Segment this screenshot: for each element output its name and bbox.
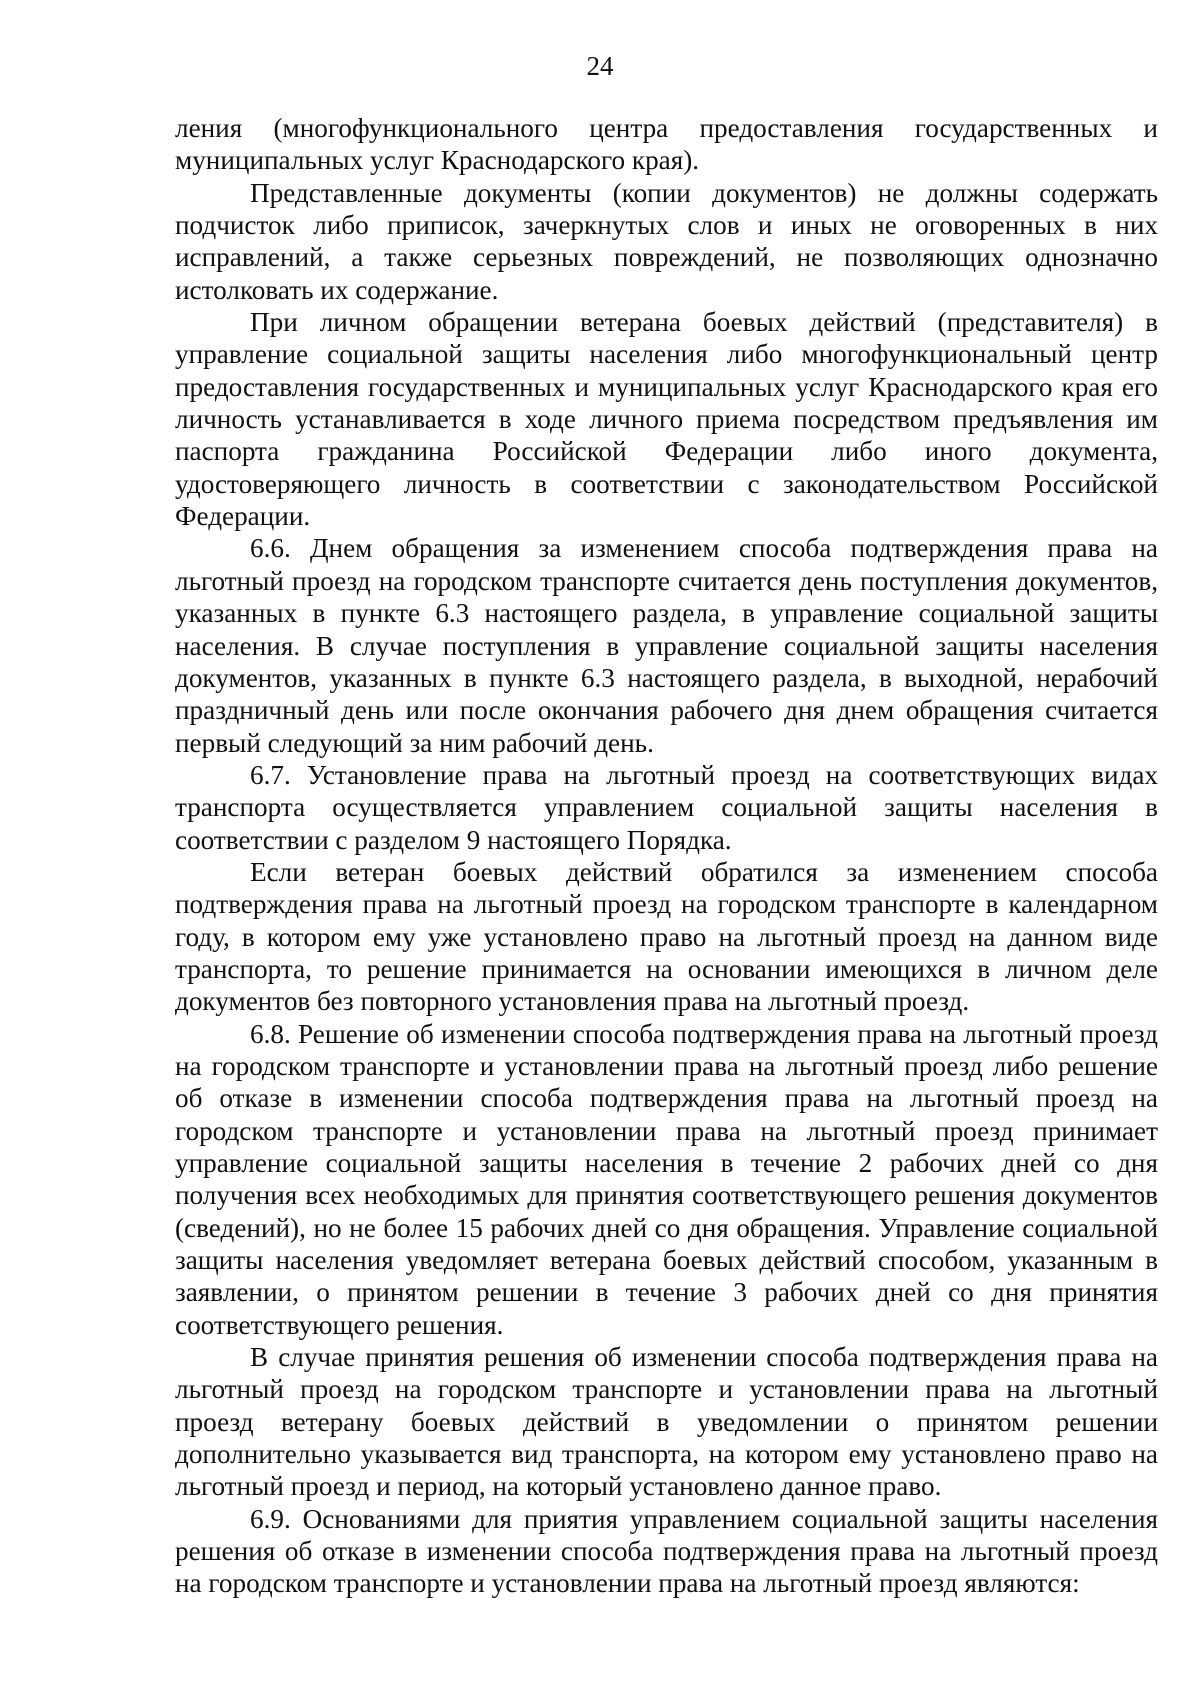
paragraph-6-6: 6.6. Днем обращения за изменением способа подтверждения права на льготный проезд на городском транспорте считается день поступления документов, указанных в пункте 6.3 настоящего раздела, в управление социальной защиты населения. В случае поступления в управление социальной защиты населения документов, указанных в пункте 6.3 настоящего раздела, в выходной, нерабочий праздничный день или после окончания рабочего дня днем обращения считается первый следующий за ним рабочий день.	[175, 533, 1158, 758]
paragraph-6-9: 6.9. Основаниями для приятия управлением социальной защиты населения решения об отказе в изменении способа подтверждения права на льготный проезд на городском транспорте и установлении права на льготный проезд являются:	[175, 1503, 1158, 1599]
paragraph-6-8: 6.8. Решение об изменении способа подтверждения права на льготный проезд на городском транспорте и установлении права на льготный проезд либо решение об отказе в изменении способа подтверждения права на льготный проезд на городском транспорте и установлении права на льготный проезд принимает управление социальной защиты населения в течение 2 рабочих дней со дня получения всех необходимых для принятия соответствующего решения документов (сведений), но не более 15 рабочих дней со дня обращения. Управление социальной защиты населения уведомляет ветерана боевых действий способом, указанным в заявлении, о принятом решении в течение 3 рабочих дней со дня принятия соответствующего решения.	[175, 1018, 1158, 1340]
page-number: 24	[586, 51, 614, 81]
paragraph-notification: В случае принятия решения об изменении способа подтверждения права на льготный проезд на городском транспорте и установлении права на льготный проезд ветерану боевых действий в уведомлении о принятом решении дополнительно указывается вид транспорта, на котором ему установлено право на льготный проезд и период, на который установлено данное право.	[175, 1342, 1158, 1502]
paragraph-personal-identification: При личном обращении ветерана боевых действий (представителя) в управление социальной защиты населения либо многофункциональный центр предоставления государственных и муниципальных услуг Краснодарского края его личность устанавливается в ходе личного приема посредством предъявления им паспорта гражданина Российской Федерации либо иного документа, удостоверяющего личность в соответствии с законодательством Российской Федерации.	[175, 307, 1158, 532]
paragraph-documents-requirements: Представленные документы (копии документов) не должны содержать подчисток либо приписок, зачеркнутых слов и иных не оговоренных в них исправлений, а также серьезных повреждений, не позволяющих однозначно истолковать их содержание.	[175, 177, 1158, 305]
paragraph-repeat-application: Если ветеран боевых действий обратился за изменением способа подтверждения права на льготный проезд на городском транспорте в календарном году, в котором ему уже установлено право на льготный проезд на данном виде транспорта, то решение принимается на основании имеющихся в личном деле документов без повторного установления права на льготный проезд.	[175, 856, 1158, 1017]
document-body	[175, 112, 1158, 1600]
paragraph-continuation: ления (многофункционального центра предоставления государственных и муниципальных услуг Краснодарского края).	[175, 113, 1158, 176]
paragraph-6-7: 6.7. Установление права на льготный проезд на соответствующих видах транспорта осуществляется управлением социальной защиты населения в соответствии с разделом 9 настоящего Порядка.	[175, 759, 1158, 855]
